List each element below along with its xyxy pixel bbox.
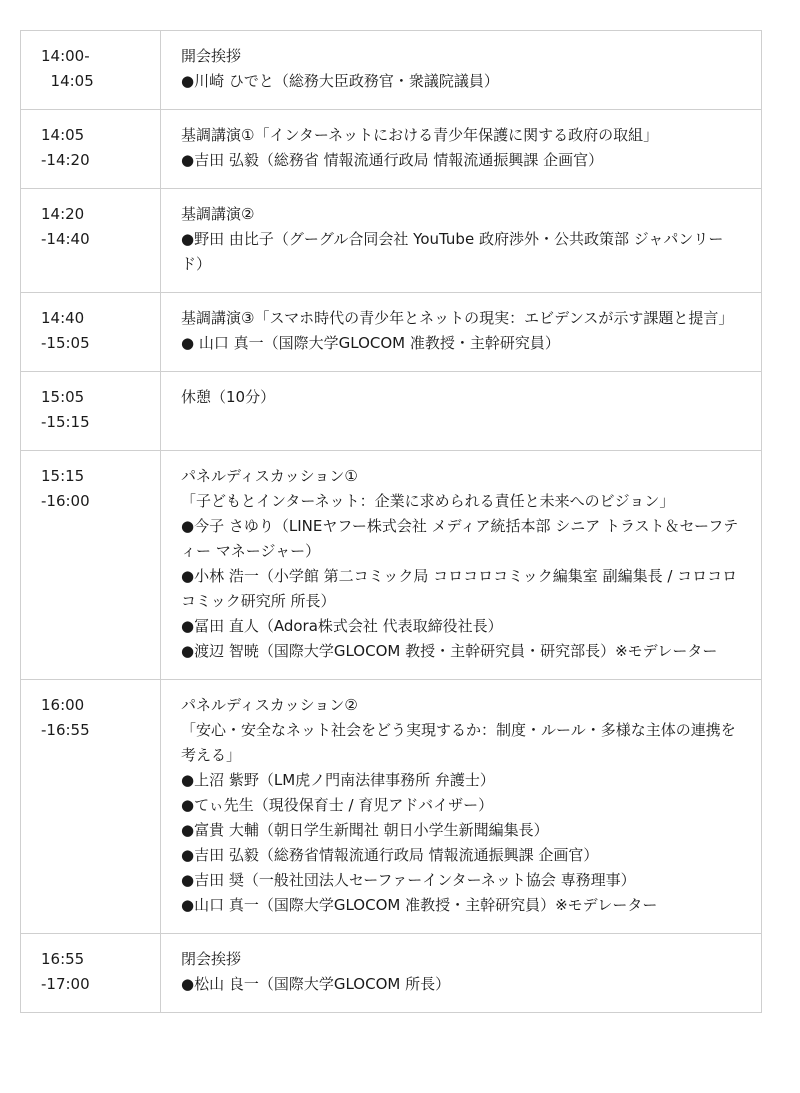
- speaker-line: ●松山 良一（国際大学GLOCOM 所長）: [181, 975, 451, 993]
- time-end: -14:20: [41, 151, 90, 169]
- time-start: 14:05: [41, 126, 85, 144]
- speaker-line: ●今子 さゆり（LINEヤフー株式会社 メディア統括本部 シニア トラスト＆セーフティー マネージャー）: [181, 517, 739, 560]
- time-start: 15:05: [41, 388, 85, 406]
- speaker-line: ●富貴 大輔（朝日学生新聞社 朝日小学生新聞編集長）: [181, 821, 549, 839]
- speaker-line: ●吉田 奨（一般社団法人セーファーインターネット協会 専務理事）: [181, 871, 636, 889]
- time-start: 15:15: [41, 467, 85, 485]
- session-cell: [161, 934, 762, 1013]
- speaker-line: ●渡辺 智暁（国際大学GLOCOM 教授・主幹研究員・研究部長）※モデレーター: [181, 642, 718, 660]
- session-cell: [161, 451, 762, 680]
- session-title: 基調講演①「インターネットにおける青少年保護に関する政府の取組」: [181, 126, 659, 144]
- time-start: 16:55: [41, 950, 85, 968]
- speaker-line: ●吉田 弘毅（総務省情報流通行政局 情報流通振興課 企画官）: [181, 846, 599, 864]
- session-title: 基調講演②: [181, 205, 255, 223]
- schedule-row: [21, 189, 762, 293]
- time-cell: [21, 451, 161, 680]
- time-end: -16:00: [41, 492, 90, 510]
- speaker-line: ●川崎 ひでと（総務大臣政務官・衆議院議員）: [181, 72, 499, 90]
- schedule-row: [21, 31, 762, 110]
- speaker-line: ●小林 浩一（小学館 第二コミック局 コロコロコミック編集室 副編集長 / コロコロコミック研究所 所長）: [181, 567, 738, 610]
- speaker-line: ●冨田 直人（Adora株式会社 代表取締役社長）: [181, 617, 503, 635]
- schedule-row: [21, 110, 762, 189]
- time-cell: [21, 110, 161, 189]
- time-cell: [21, 189, 161, 293]
- session-title: 開会挨拶: [181, 47, 242, 65]
- time-end: -17:00: [41, 975, 90, 993]
- session-cell: [161, 110, 762, 189]
- time-start: 14:00-: [41, 47, 90, 65]
- session-cell: [161, 189, 762, 293]
- session-subtitle: 「子どもとインターネット：企業に求められる責任と未来へのビジョン」: [181, 492, 675, 510]
- session-title: パネルディスカッション①: [181, 467, 358, 485]
- speaker-line: ●山口 真一（国際大学GLOCOM 准教授・主幹研究員）※モデレーター: [181, 896, 658, 914]
- time-end: 14:05: [41, 72, 94, 90]
- time-start: 16:00: [41, 696, 85, 714]
- time-cell: [21, 372, 161, 451]
- time-cell: [21, 293, 161, 372]
- schedule-row: [21, 451, 762, 680]
- speaker-line: ● 山口 真一（国際大学GLOCOM 准教授・主幹研究員）: [181, 334, 560, 352]
- session-cell: [161, 680, 762, 934]
- schedule-body: [21, 31, 762, 1013]
- speaker-line: ●吉田 弘毅（総務省 情報流通行政局 情報流通振興課 企画官）: [181, 151, 604, 169]
- session-cell: [161, 372, 762, 451]
- session-cell: [161, 293, 762, 372]
- speaker-line: ●てぃ先生（現役保育士 / 育児アドバイザー）: [181, 796, 494, 814]
- schedule-row: [21, 372, 762, 451]
- schedule-row: [21, 934, 762, 1013]
- time-cell: [21, 934, 161, 1013]
- speaker-line: ●上沼 紫野（LM虎ノ門南法律事務所 弁護士）: [181, 771, 495, 789]
- session-title: 休憩（10分）: [181, 388, 276, 406]
- time-end: -16:55: [41, 721, 90, 739]
- time-cell: [21, 680, 161, 934]
- time-start: 14:20: [41, 205, 85, 223]
- session-title: パネルディスカッション②: [181, 696, 358, 714]
- session-title: 閉会挨拶: [181, 950, 242, 968]
- program-schedule-table: [20, 30, 762, 1013]
- session-cell: [161, 31, 762, 110]
- schedule-row: [21, 680, 762, 934]
- time-cell: [21, 31, 161, 110]
- session-subtitle: 「安心・安全なネット社会をどう実現するか：制度・ルール・多様な主体の連携を考える」: [181, 721, 736, 764]
- time-end: -14:40: [41, 230, 90, 248]
- speaker-line: ●野田 由比子（グーグル合同会社 YouTube 政府渉外・公共政策部 ジャパンリード）: [181, 230, 724, 273]
- session-title: 基調講演③「スマホ時代の青少年とネットの現実：エビデンスが示す課題と提言」: [181, 309, 734, 327]
- schedule-row: [21, 293, 762, 372]
- time-start: 14:40: [41, 309, 85, 327]
- time-end: -15:15: [41, 413, 90, 431]
- time-end: -15:05: [41, 334, 90, 352]
